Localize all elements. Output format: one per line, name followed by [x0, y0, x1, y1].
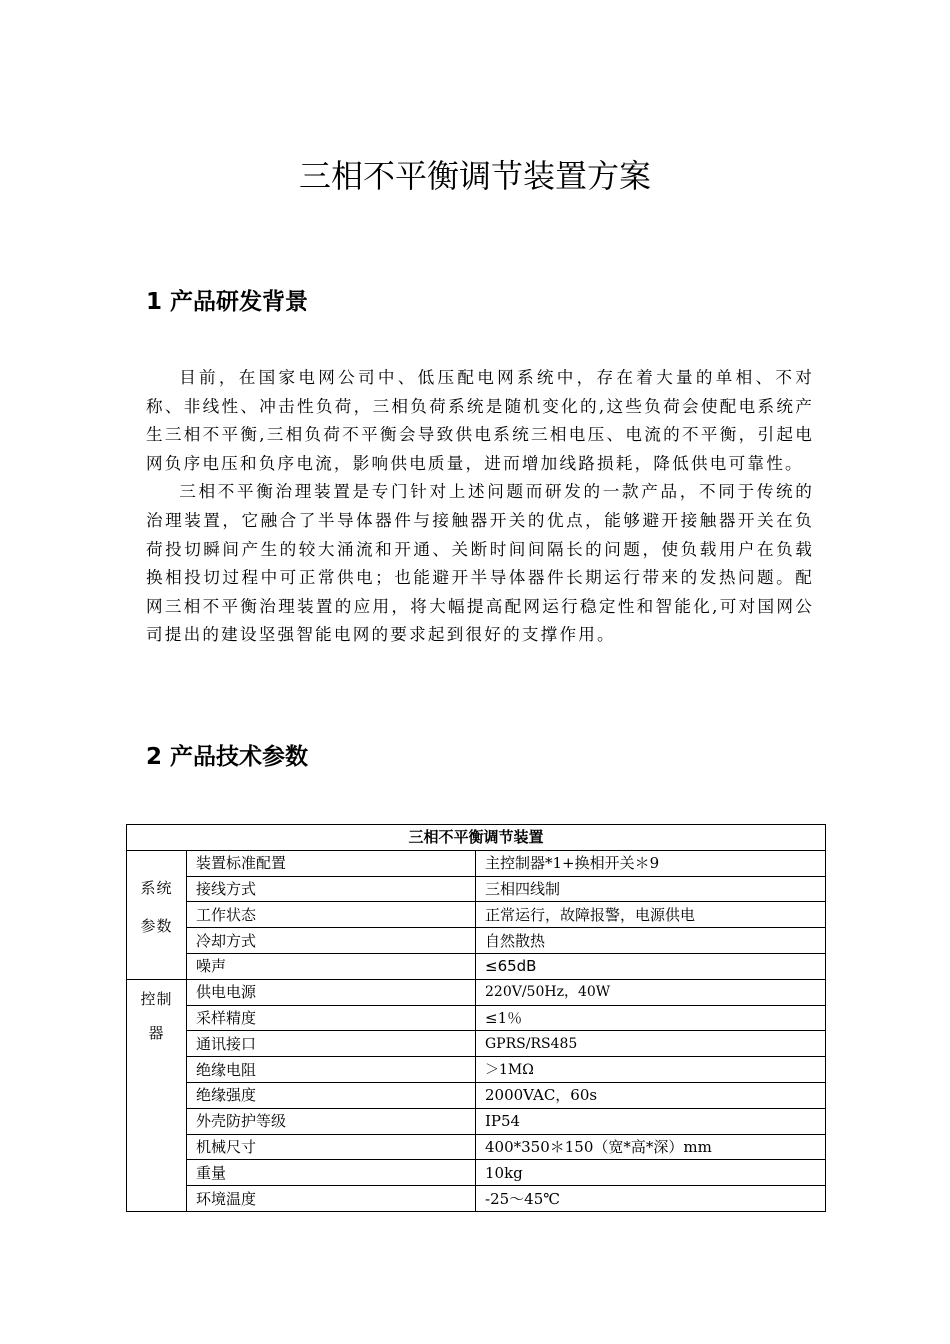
- param-cell: 装置标准配置: [187, 850, 476, 876]
- param-cell: 环境温度: [187, 1186, 476, 1212]
- table-row: [127, 1057, 826, 1083]
- table-row: [127, 876, 826, 902]
- value-cell: 三相四线制: [476, 876, 826, 902]
- table-row: [127, 1005, 826, 1031]
- value-cell: ≤65dB: [476, 953, 826, 979]
- paragraph: 目前，在国家电网公司中、低压配电网系统中，存在着大量的单相、不对称、非线性、冲击性负荷，三相负荷系统是随机变化的,这些负荷会使配电系统产生三相不平衡,三相负荷不平衡会导致供电系统三相电压、电流的不平衡，引起电网负序电压和负序电流，影响供电质量，进而增加线路损耗，降低供电可靠性。: [146, 368, 814, 473]
- value-cell: 220V/50Hz，40W: [476, 979, 826, 1005]
- table-row: [127, 979, 826, 1005]
- value-cell: ＞1MΩ: [476, 1057, 826, 1083]
- section-body-background: [146, 364, 814, 650]
- param-cell: 噪声: [187, 953, 476, 979]
- value-cell: 自然散热: [476, 928, 826, 954]
- param-cell: 工作状态: [187, 902, 476, 928]
- paragraph: 三相不平衡治理装置是专门针对上述问题而研发的一款产品，不同于传统的治理装置，它融合了半导体器件与接触器开关的优点，能够避开接触器开关在负荷投切瞬间产生的较大涌流和开通、关断时间间隔长的问题，使负载用户在负载换相投切过程中可正常供电；也能避开半导体器件长期运行带来的发热问题。配网三相不平衡治理装置的应用，将大幅提高配网运行稳定性和智能化,可对国网公司提出的建设坚强智能电网的要求起到很好的支撑作用。: [146, 482, 814, 645]
- table-row: [127, 953, 826, 979]
- table-row: [127, 1031, 826, 1057]
- value-cell: -25～45℃: [476, 1186, 826, 1212]
- param-cell: 通讯接口: [187, 1031, 476, 1057]
- value-cell: 正常运行，故障报警，电源供电: [476, 902, 826, 928]
- param-cell: 外壳防护等级: [187, 1108, 476, 1134]
- value-cell: IP54: [476, 1108, 826, 1134]
- value-cell: 400*350＊150（宽*高*深）mm: [476, 1134, 826, 1160]
- param-cell: 绝缘强度: [187, 1082, 476, 1108]
- param-cell: 绝缘电阻: [187, 1057, 476, 1083]
- param-cell: 接线方式: [187, 876, 476, 902]
- table-row: [127, 1160, 826, 1186]
- value-cell: ≤1％: [476, 1005, 826, 1031]
- table-row: [127, 850, 826, 876]
- table-row: [127, 1082, 826, 1108]
- group-label-controller: 控制器: [127, 979, 187, 1211]
- document-title: 三相不平衡调节装置方案: [298, 157, 651, 195]
- spec-table: [126, 824, 826, 1212]
- section-heading-parameters: 2 产品技术参数: [146, 744, 309, 770]
- table-row: [127, 928, 826, 954]
- value-cell: 2000VAC，60s: [476, 1082, 826, 1108]
- table-row: [127, 1134, 826, 1160]
- param-cell: 冷却方式: [187, 928, 476, 954]
- table-row: [127, 1108, 826, 1134]
- section-heading-background: 1 产品研发背景: [146, 289, 309, 315]
- param-cell: 机械尺寸: [187, 1134, 476, 1160]
- param-cell: 采样精度: [187, 1005, 476, 1031]
- table-title-row: [127, 825, 826, 851]
- value-cell: 10kg: [476, 1160, 826, 1186]
- value-cell: 主控制器*1+换相开关＊9: [476, 850, 826, 876]
- table-title: 三相不平衡调节装置: [127, 825, 826, 851]
- param-cell: 重量: [187, 1160, 476, 1186]
- table-row: [127, 1186, 826, 1212]
- value-cell: GPRS/RS485: [476, 1031, 826, 1057]
- param-cell: 供电电源: [187, 979, 476, 1005]
- table-row: [127, 902, 826, 928]
- group-label-system: 系统参数: [127, 850, 187, 979]
